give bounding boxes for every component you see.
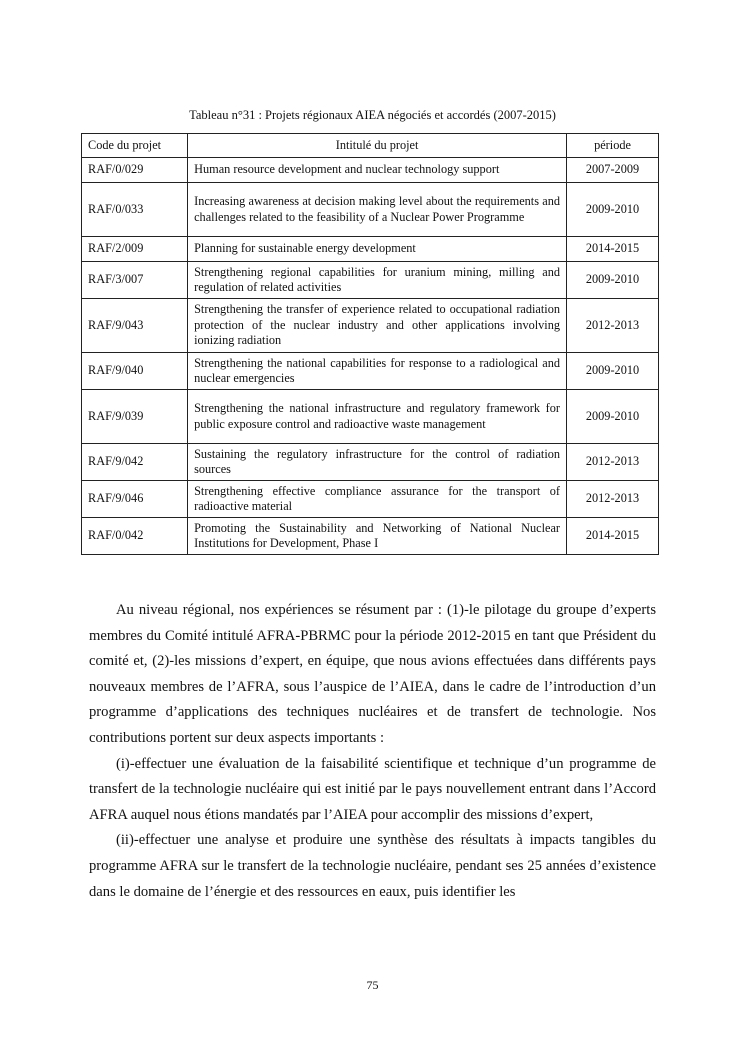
project-code: RAF/0/033 (82, 183, 188, 237)
project-code: RAF/2/009 (82, 237, 188, 262)
project-period: 2012-2013 (567, 299, 659, 353)
project-period: 2009-2010 (567, 183, 659, 237)
project-title: Strengthening effective compliance assurance for the transport of radioactive material (188, 481, 567, 518)
project-period: 2012-2013 (567, 444, 659, 481)
table-header-row (82, 134, 659, 158)
projects-table (81, 133, 659, 555)
paragraph: (i)-effectuer une évaluation de la faisabilité scientifique et technique d’un programme de transfert de la technologie nucléaire qui est initié par le pays nouvellement entrant dans l’Accord AFRA auquel nous étions mandatés par l’AIEA pour accomplir des missions d’expert, (89, 755, 656, 823)
table-row (82, 390, 659, 444)
project-title: Strengthening the national capabilities for response to a radiological and nuclear emergencies (188, 353, 567, 390)
project-period: 2007-2009 (567, 158, 659, 183)
project-code: RAF/9/039 (82, 390, 188, 444)
project-title: Strengthening the national infrastructure and regulatory framework for public exposure control and radioactive waste management (188, 390, 567, 444)
table-row (82, 237, 659, 262)
paragraph: Au niveau régional, nos expériences se résument par : (1)-le pilotage du groupe d’experts membres du Comité intitulé AFRA-PBRMC pour la période 2012-2015 en tant que Président du comité et, (2)-les missions d’expert, en équipe, que nous avions effectuées dans différents pays nouveaux membres de l’AFRA, sous l’auspice de l’AIEA, dans le cadre de l’introduction d’un programme d’applications des techniques nucléaires et de transfert de technologie. Nos contributions portent sur deux aspects importants : (89, 602, 656, 746)
table-row (82, 353, 659, 390)
project-code: RAF/9/042 (82, 444, 188, 481)
header-period: période (567, 134, 659, 158)
page-number: 75 (366, 978, 379, 992)
header-code: Code du projet (82, 134, 188, 158)
project-code: RAF/0/042 (82, 518, 188, 555)
project-title: Promoting the Sustainability and Networking of National Nuclear Institutions for Development, Phase I (188, 518, 567, 555)
project-period: 2009-2010 (567, 262, 659, 299)
table-row (82, 481, 659, 518)
project-title: Strengthening regional capabilities for uranium mining, milling and regulation of related activities (188, 262, 567, 299)
project-code: RAF/0/029 (82, 158, 188, 183)
project-title: Human resource development and nuclear technology support (188, 158, 567, 183)
project-period: 2009-2010 (567, 390, 659, 444)
project-code: RAF/9/043 (82, 299, 188, 353)
project-code: RAF/9/046 (82, 481, 188, 518)
project-period: 2014-2015 (567, 237, 659, 262)
body-text (89, 598, 656, 905)
header-title: Intitulé du projet (188, 134, 567, 158)
table-row (82, 299, 659, 353)
project-period: 2012-2013 (567, 481, 659, 518)
table-row (82, 183, 659, 237)
table-row (82, 444, 659, 481)
paragraph: (ii)-effectuer une analyse et produire une synthèse des résultats à impacts tangibles du programme AFRA sur le transfert de la technologie nucléaire, pendant ses 25 années d’existence dans le domaine de l’énergie et des ressources en eaux, puis identifier les (89, 832, 656, 900)
project-title: Sustaining the regulatory infrastructure for the control of radiation sources (188, 444, 567, 481)
project-period: 2014-2015 (567, 518, 659, 555)
table-row (82, 262, 659, 299)
table-row (82, 518, 659, 555)
project-code: RAF/3/007 (82, 262, 188, 299)
project-period: 2009-2010 (567, 353, 659, 390)
table-row (82, 158, 659, 183)
project-title: Increasing awareness at decision making level about the requirements and challenges related to the feasibility of a Nuclear Power Programme (188, 183, 567, 237)
project-title: Strengthening the transfer of experience related to occupational radiation protection of the nuclear industry and other applications involving ionizing radiation (188, 299, 567, 353)
project-title: Planning for sustainable energy development (188, 237, 567, 262)
table-caption: Tableau n°31 : Projets régionaux AIEA négociés et accordés (2007-2015) (189, 108, 556, 122)
project-code: RAF/9/040 (82, 353, 188, 390)
